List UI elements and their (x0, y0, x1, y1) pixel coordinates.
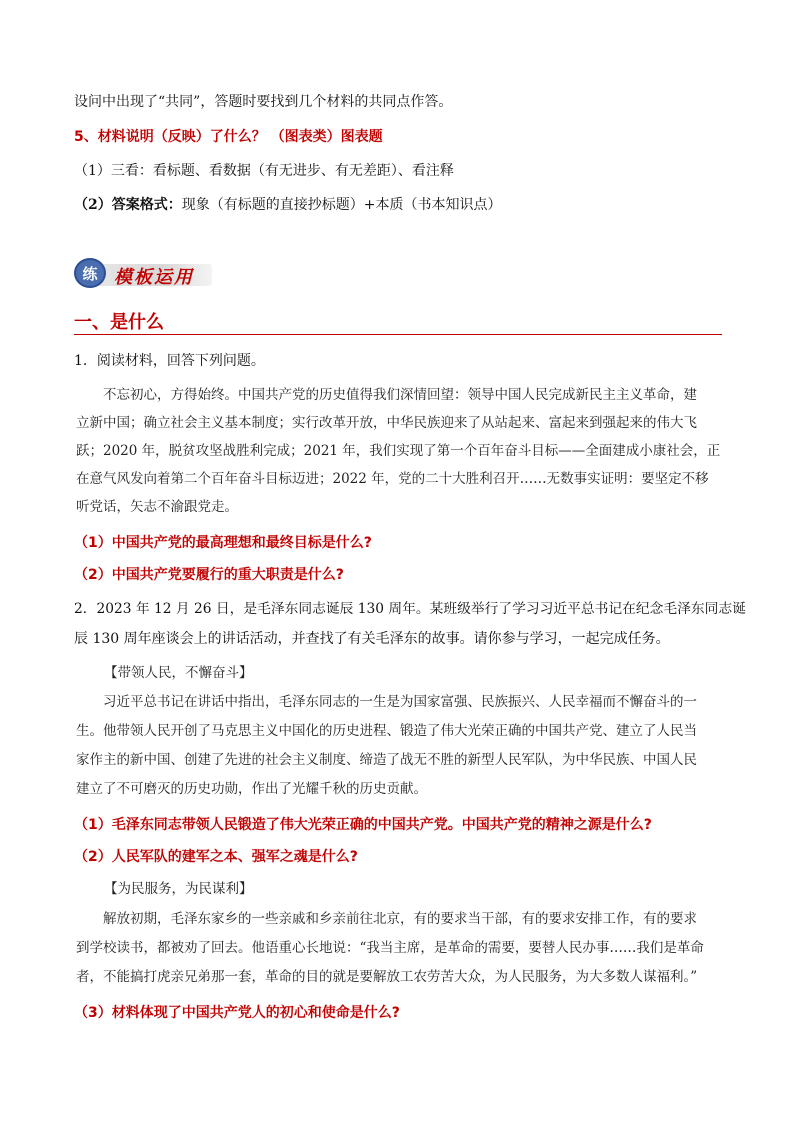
intro-item-2 (74, 196, 501, 214)
q2-sub-question-3: （3）材料体现了中国共产党人的初心和使命是什么? (74, 1005, 400, 1021)
intro-item-2-label: （2）答案格式： (74, 197, 182, 213)
q1-material-line: 跃；2020 年，脱贫攻坚战胜利完成；2021 年，我们实现了第一个百年奋斗目标——全面建成小康社会，正 (76, 443, 721, 459)
q2-part-2-material-line: 解放初期，毛泽东家乡的一些亲戚和乡亲前往北京，有的要求当干部，有的要求安排工作，有的要求 (103, 911, 697, 927)
banner-title: 模板运用 (114, 267, 194, 288)
q2-sub-question-1: （1）毛泽东同志带领人民锻造了伟大光荣正确的中国共产党。中国共产党的精神之源是什么? (74, 817, 652, 833)
q1-material-line: 在意气风发向着第二个百年奋斗目标迈进；2022 年，党的二十大胜利召开……无数事实证明：要坚定不移 (76, 471, 709, 487)
section-title: 一、是什么 (74, 312, 164, 333)
q2-part-2-material-line: 者，不能搞打虎亲兄弟那一套，革命的目的就是要解放工农劳苦大众，为人民服务，为大多数人谋福利。” (76, 969, 698, 985)
q1-sub-question-2: （2）中国共产党要履行的重大职责是什么? (74, 567, 344, 583)
question-1-stem: 1．阅读材料，回答下列问题。 (74, 353, 265, 369)
q2-sub-question-2: （2）人民军队的建军之本、强军之魂是什么? (74, 849, 358, 865)
q2-part-2-material-line: 到学校读书，都被劝了回去。他语重心长地说：“我当主席，是革命的需要，要替人民办事……我们是革命 (76, 940, 704, 956)
q2-part-1-material-line: 家作主的新中国、创建了先进的社会主义制度、缔造了战无不胜的新型人民军队，为中华民族、中国人民 (76, 752, 697, 768)
section-divider (74, 334, 722, 335)
question-2-stem-line: 辰 130 周年座谈会上的讲话活动，并查找了有关毛泽东的故事。请你参与学习，一起完成任务。 (74, 631, 670, 647)
q1-sub-question-1: （1）中国共产党的最高理想和最终目标是什么? (74, 535, 372, 551)
intro-item-1: （1）三看：看标题、看数据（有无进步、有无差距）、看注释 (74, 163, 454, 179)
q1-material-line: 听党话，矢志不渝跟党走。 (76, 499, 238, 515)
q2-part-1-material-line: 建立了不可磨灭的历史功勋，作出了光耀千秋的历史贡献。 (76, 781, 427, 797)
heading-5: 5、材料说明（反映）了什么？ （图表类）图表题 (74, 129, 383, 145)
banner-badge-icon: 练 (74, 258, 106, 288)
q1-material-line: 立新中国；确立社会主义基本制度；实行改革开放，中华民族迎来了从站起来、富起来到强起来的伟大飞 (76, 415, 697, 431)
intro-line: 设问中出现了“共同”，答题时要找到几个材料的共同点作答。 (74, 94, 453, 110)
q2-part-2-title: 【为民服务，为民谋利】 (104, 881, 253, 897)
q2-part-1-material-line: 生。他带领人民开创了马克思主义中国化的历史进程、锻造了伟大光荣正确的中国共产党、建立了人民当 (76, 723, 697, 739)
q2-part-1-material-line: 习近平总书记在讲话中指出，毛泽东同志的一生是为国家富强、民族振兴、人民幸福而不懈奋斗的一 (103, 694, 697, 710)
q2-part-1-title: 【带领人民，不懈奋斗】 (104, 665, 253, 681)
intro-item-2-text: 现象（有标题的直接抄标题）+本质（书本知识点） (181, 197, 502, 213)
section-banner (74, 258, 214, 288)
q1-material-line: 不忘初心，方得始终。中国共产党的历史值得我们深情回望：领导中国人民完成新民主主义革命，建 (103, 387, 697, 403)
question-2-stem-line: 2．2023 年 12 月 26 日，是毛泽东同志诞辰 130 周年。某班级举行了学习习近平总书记在纪念毛泽东同志诞 (74, 601, 746, 617)
